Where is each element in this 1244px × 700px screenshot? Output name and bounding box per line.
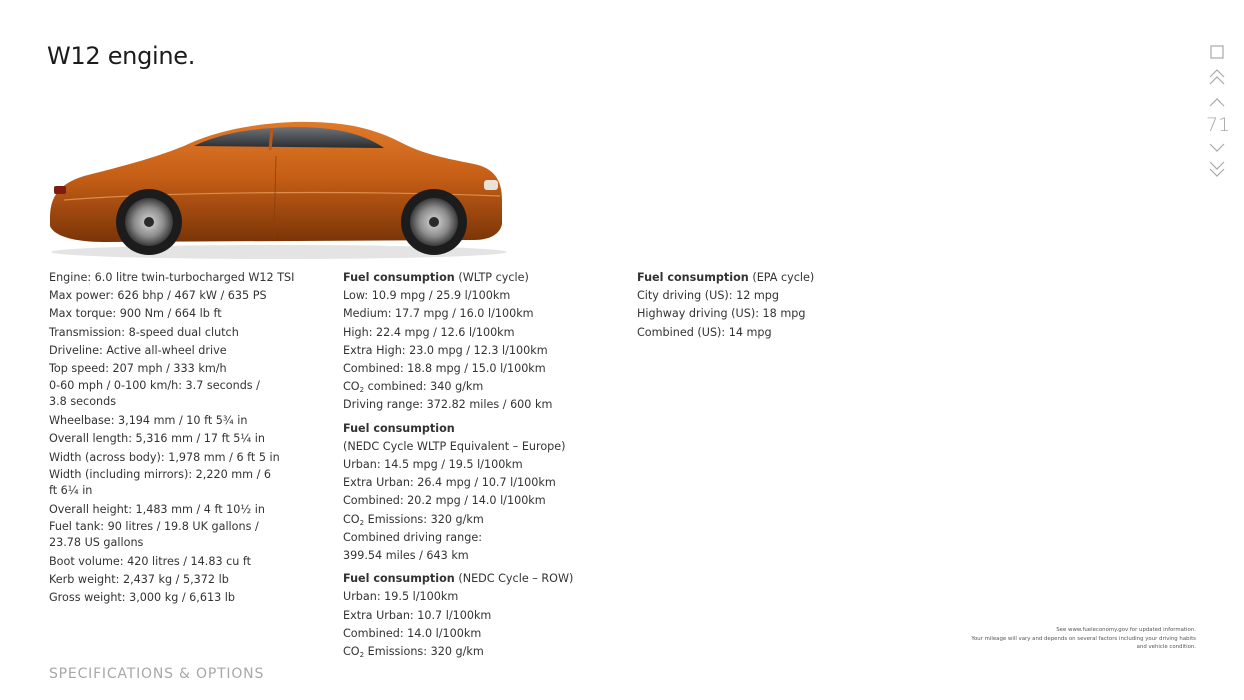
specs-column	[49, 269, 295, 608]
spec-height: Overall height: 1,483 mm / 4 ft 10½ in	[49, 502, 265, 516]
spec-top-speed: Top speed: 207 mph / 333 km/h	[49, 362, 227, 376]
page-number: 71	[1206, 114, 1231, 136]
nedc-row-extra-urban: Extra Urban: 10.7 l/100km	[343, 608, 492, 622]
double-chevron-up-icon[interactable]	[1206, 69, 1228, 89]
nedc-eu-range-label: Combined driving range:	[343, 530, 482, 544]
spec-engine: Engine: 6.0 litre twin-turbocharged W12 TSI	[49, 271, 295, 284]
spec-width-body: Width (across body): 1,978 mm / 6 ft 5 in	[49, 450, 280, 464]
nedc-eu-heading: Fuel consumption	[343, 421, 455, 435]
spec-width-mirrors: Width (including mirrors): 2,220 mm / 6 ft 6¼ in	[49, 467, 272, 497]
wltp-heading: Fuel consumption (WLTP cycle)	[343, 271, 529, 284]
wltp-low: Low: 10.9 mpg / 25.9 l/100km	[343, 289, 511, 303]
spec-wheelbase: Wheelbase: 3,194 mm / 10 ft 5¾ in	[49, 414, 248, 428]
spec-gross: Gross weight: 3,000 kg / 6,613 lb	[49, 591, 235, 605]
wltp-extra-high: Extra High: 23.0 mpg / 12.3 l/100km	[343, 343, 548, 357]
nedc-row-combined: Combined: 14.0 l/100km	[343, 626, 482, 640]
mileage-note	[971, 626, 1196, 652]
fuel-consumption-column	[343, 269, 593, 661]
note-line-2: Your mileage will vary and depends on several factors including your driving habits	[971, 635, 1196, 642]
spec-power: Max power: 626 bhp / 467 kW / 635 PS	[49, 289, 267, 303]
wltp-high: High: 22.4 mpg / 12.6 l/100km	[343, 325, 515, 339]
spec-transmission: Transmission: 8-speed dual clutch	[49, 325, 239, 339]
chevron-up-icon[interactable]	[1206, 92, 1228, 111]
car-image	[44, 100, 514, 270]
nedc-eu-combined: Combined: 20.2 mpg / 14.0 l/100km	[343, 494, 546, 508]
epa-highway: Highway driving (US): 18 mpg	[637, 307, 806, 321]
wltp-range: Driving range: 372.82 miles / 600 km	[343, 398, 553, 412]
square-icon[interactable]	[1206, 44, 1228, 63]
spec-boot: Boot volume: 420 litres / 14.83 cu ft	[49, 555, 252, 569]
spec-kerb: Kerb weight: 2,437 kg / 5,372 lb	[49, 573, 229, 587]
wltp-co2: $CO_2$ combined: 340 g/km	[343, 380, 484, 395]
epa-column	[637, 269, 887, 342]
page-navigation	[1206, 44, 1231, 181]
epa-city: City driving (US): 12 mpg	[637, 289, 780, 303]
nedc-row-urban: Urban: 19.5 l/100km	[343, 590, 459, 604]
spec-acceleration: 0-60 mph / 0-100 km/h: 3.7 seconds / 3.8 seconds	[49, 379, 260, 409]
nedc-eu-cycle: (NEDC Cycle WLTP Equivalent – Europe)	[343, 439, 566, 453]
nedc-eu-extra-urban: Extra Urban: 26.4 mpg / 10.7 l/100km	[343, 476, 556, 490]
chevron-down-icon[interactable]	[1206, 138, 1228, 157]
spec-length: Overall length: 5,316 mm / 17 ft 5¼ in	[49, 432, 265, 446]
nedc-eu-co2: $CO_2$ Emissions: 320 g/km	[343, 512, 484, 527]
spec-driveline: Driveline: Active all-wheel drive	[49, 343, 227, 357]
wltp-medium: Medium: 17.7 mpg / 16.0 l/100km	[343, 307, 534, 321]
nedc-eu-range-value: 399.54 miles / 643 km	[343, 549, 469, 563]
nedc-row-co2: $CO_2$ Emissions: 320 g/km	[343, 645, 484, 660]
wltp-combined: Combined: 18.8 mpg / 15.0 l/100km	[343, 362, 546, 376]
epa-heading: Fuel consumption (EPA cycle)	[637, 271, 815, 284]
nedc-row-heading: Fuel consumption (NEDC Cycle – ROW)	[343, 572, 574, 586]
spec-torque: Max torque: 900 Nm / 664 lb ft	[49, 307, 222, 321]
double-chevron-down-icon[interactable]	[1206, 161, 1228, 181]
note-line-3: and vehicle condition.	[1136, 644, 1196, 651]
spec-fuel-tank: Fuel tank: 90 litres / 19.8 UK gallons / 23.78 US gallons	[49, 520, 259, 550]
nedc-eu-urban: Urban: 14.5 mpg / 19.5 l/100km	[343, 458, 523, 472]
note-line-1: See www.fueleconomy.gov for updated information.	[1056, 627, 1196, 633]
page-title: W12 engine.	[47, 42, 196, 70]
section-footer: SPECIFICATIONS & OPTIONS	[49, 666, 265, 682]
epa-combined: Combined (US): 14 mpg	[637, 325, 772, 339]
